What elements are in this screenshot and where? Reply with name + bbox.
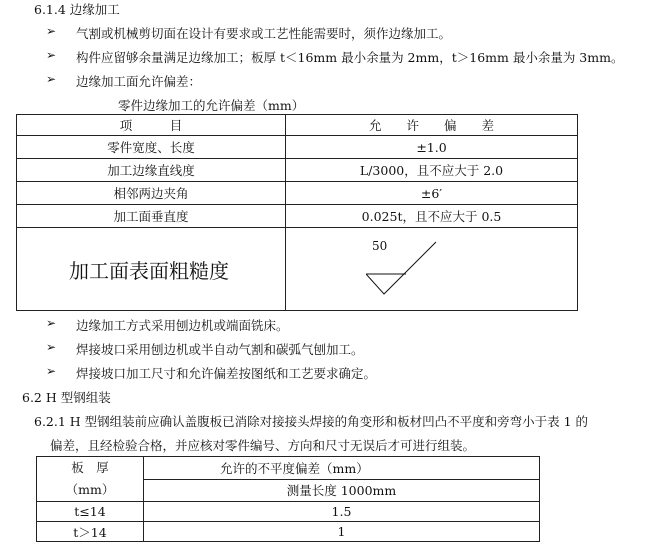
table-row — [17, 228, 578, 311]
table-row — [37, 502, 540, 522]
paragraph-line-1: 6.2.1 H 型钢组装前应确认盖腹板已消除对接接头焊接的角变形和板材凹凸不平度和旁弯小于表 1 的 — [34, 414, 589, 429]
table-row — [37, 522, 540, 542]
bullet-text-4: 边缘加工方式采用刨边机或端面铣床。 — [76, 318, 289, 333]
roughness-label: 加工面表面粗糙度 — [17, 228, 286, 311]
table-row — [17, 182, 578, 205]
bullet-text-5: 焊接坡口采用刨边机或半自动气割和碳弧气刨加工。 — [76, 342, 364, 357]
table-cell: 零件宽度、长度 — [17, 136, 286, 159]
bullet-text-2: 构件应留够余量满足边缘加工；板厚 t＜16mm 最小余量为 2mm，t＞16mm 最小余量为 3mm。 — [76, 50, 624, 65]
table-caption: 零件边缘加工的允许偏差（mm） — [118, 98, 305, 113]
bullet-text-6: 焊接坡口加工尺寸和允许偏差按图纸和工艺要求确定。 — [76, 366, 377, 381]
table-row — [17, 205, 578, 228]
table-header-thickness — [37, 457, 144, 502]
bullet-text-1: 气割或机械剪切面在设计有要求或工艺性能需要时，须作边缘加工。 — [76, 26, 452, 41]
table-cell: 加工面垂直度 — [17, 205, 286, 228]
table-cell: ±1.0 — [286, 136, 578, 159]
bullet-text-3: 边缘加工面允许偏差： — [76, 74, 202, 89]
edge-tolerance-table — [16, 114, 578, 311]
table-cell: 相邻两边夹角 — [17, 182, 286, 205]
bullet-icon: ➢ — [46, 24, 57, 38]
table-header-item: 项 目 — [17, 115, 286, 136]
header-thickness-unit: （mm） — [65, 482, 115, 497]
table-cell: L/3000，且不应大于 2.0 — [286, 159, 578, 182]
header-thickness-label: 板 厚 — [71, 460, 109, 475]
table-cell: 1.5 — [144, 502, 540, 522]
table-row — [17, 136, 578, 159]
section-heading-614: 6.1.4 边缘加工 — [34, 2, 120, 17]
table-row — [17, 159, 578, 182]
bullet-icon: ➢ — [46, 340, 57, 354]
bullet-icon: ➢ — [46, 72, 57, 86]
table-header-tolerance: 允 许 偏 差 — [286, 115, 578, 136]
roughness-value: 50 — [372, 239, 388, 253]
table-cell: t≤14 — [37, 502, 144, 522]
table-cell: 1 — [144, 522, 540, 542]
section-heading-62: 6.2 H 型钢组装 — [22, 390, 111, 405]
table-cell: t＞14 — [37, 522, 144, 542]
roughness-symbol-cell — [286, 228, 578, 311]
bullet-icon: ➢ — [46, 48, 57, 62]
bullet-icon: ➢ — [46, 364, 57, 378]
roughness-symbol-icon — [366, 234, 466, 304]
bullet-icon: ➢ — [46, 316, 57, 330]
table-header-flatness: 允许的不平度偏差（mm） — [144, 457, 540, 480]
table-header-length: 测量长度 1000mm — [144, 479, 540, 502]
table-cell: 加工边缘直线度 — [17, 159, 286, 182]
table-cell: 0.025t，且不应大于 0.5 — [286, 205, 578, 228]
paragraph-line-2: 偏差，且经检验合格，并应核对零件编号、方向和尺寸无误后才可进行组装。 — [50, 438, 476, 453]
flatness-table — [36, 456, 540, 542]
table-cell: ±6′ — [286, 182, 578, 205]
